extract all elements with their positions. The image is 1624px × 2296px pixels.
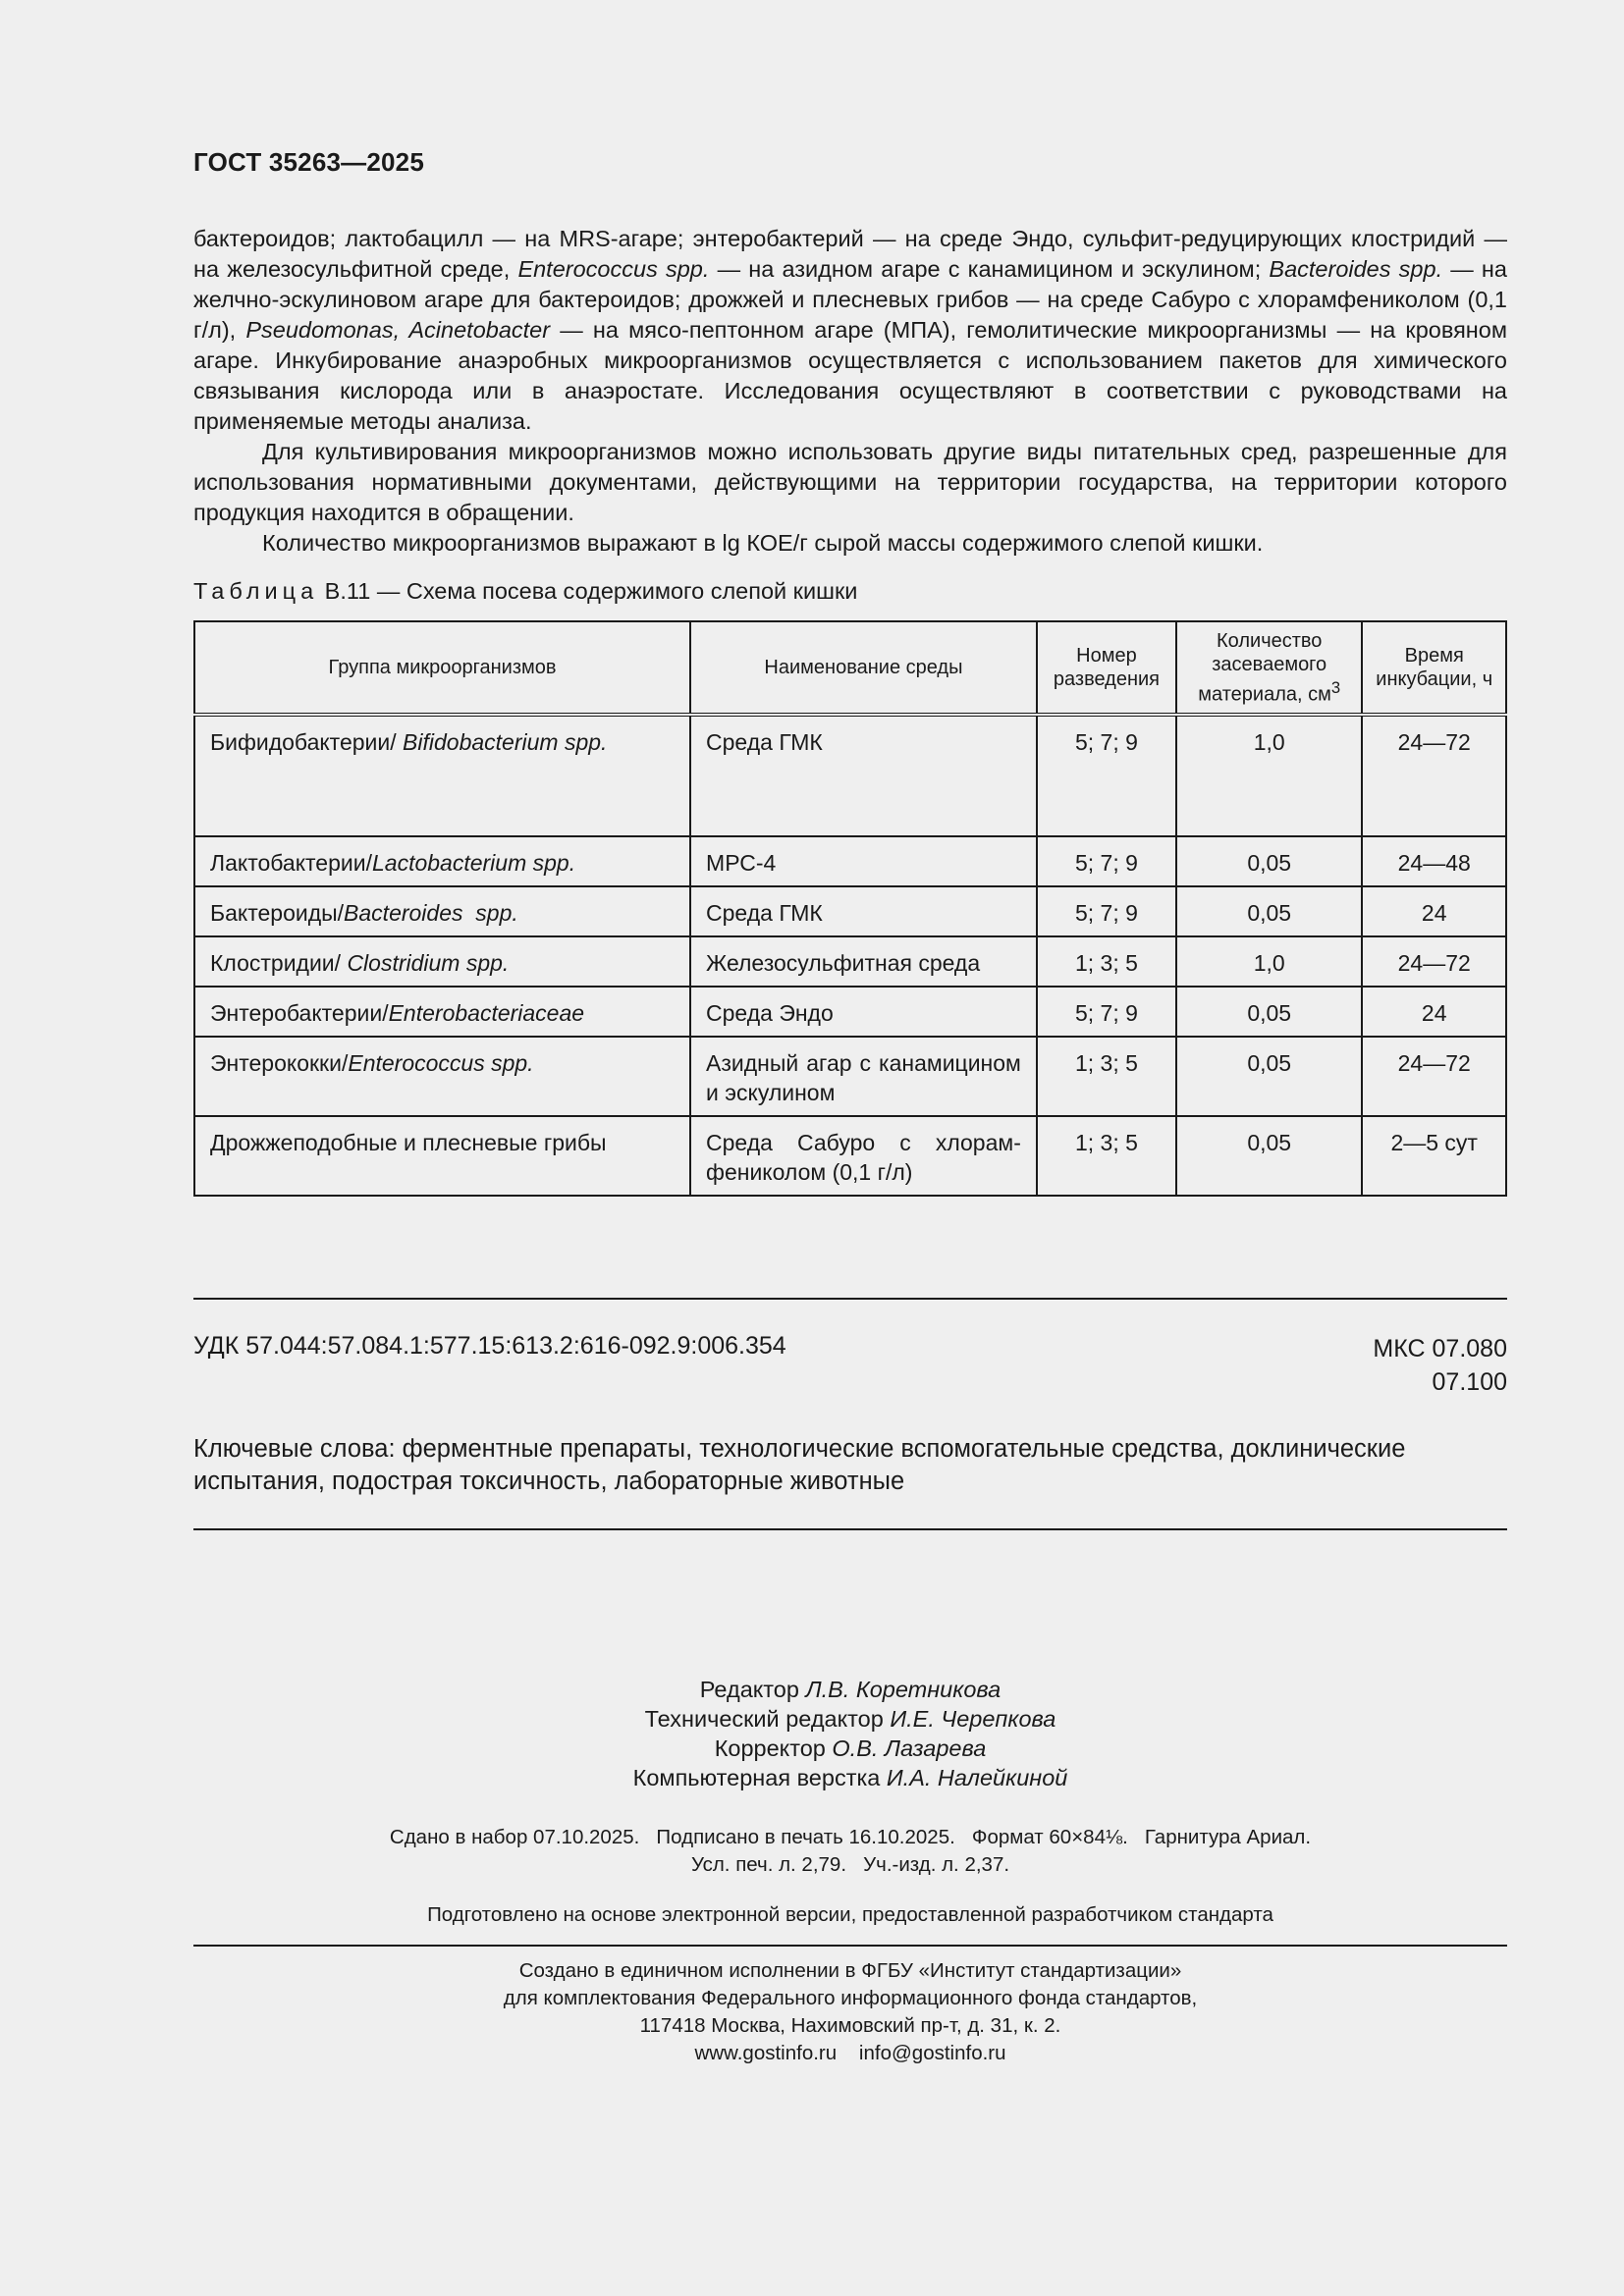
- paragraph-text-run: бактероидов; лактобацилл — на MRS-агаре; энтеробактерий — на среде Эндо, сульфит-редуцирующих клостридий — на железосульфитной среде,: [193, 226, 1507, 282]
- document-id: ГОСТ 35263—2025: [193, 147, 424, 177]
- mks-code-2: 07.100: [1432, 1368, 1507, 1396]
- group-name-latin: Bacteroides spp.: [344, 900, 518, 926]
- cell-group: [194, 715, 690, 836]
- cell-time: 24: [1362, 987, 1506, 1037]
- imprint-line-2: для комплектования Федерального информационного фонда стандартов,: [503, 1987, 1198, 2009]
- group-name-ru: Дрожжеподобные и плесневые грибы: [210, 1130, 607, 1155]
- table-header-row: [194, 621, 1506, 715]
- group-name-latin: Enterobacteriaceae: [388, 1000, 585, 1026]
- table-row: [194, 1116, 1506, 1196]
- imprint-line-4: www.gostinfo.ru info@gostinfo.ru: [694, 2042, 1006, 2064]
- table-row: [194, 836, 1506, 886]
- cell-group: [194, 936, 690, 987]
- credit-name: И.Е. Черепкова: [890, 1706, 1056, 1732]
- paragraph-other-media: Для культивирования микроорганизмов можно использовать другие виды питательных сред, разрешенные для использования нормативными документами, действующими на территории государства, на территории которого продукция находится в обращении.: [193, 439, 1507, 525]
- species-name: Bacteroides spp.: [1269, 256, 1443, 282]
- header-amount-sup: 3: [1330, 677, 1341, 697]
- group-name-ru: Бактероиды/: [210, 900, 345, 926]
- cell-time: 24—48: [1362, 836, 1506, 886]
- cell-medium: Среда Эндо: [690, 987, 1037, 1037]
- credit-line: [193, 1675, 1507, 1704]
- cell-dilution: 1; 3; 5: [1037, 1037, 1176, 1116]
- footer-rule-top: [193, 1298, 1507, 1300]
- cell-amount: 0,05: [1176, 886, 1362, 936]
- imprint: [193, 1957, 1507, 2067]
- mks-code-1: МКС 07.080: [1373, 1335, 1507, 1362]
- cell-amount: 0,05: [1176, 987, 1362, 1037]
- credit-role: Компьютерная верстка: [632, 1765, 887, 1790]
- cell-time: 24—72: [1362, 936, 1506, 987]
- group-name-ru: Бифидобактерии/: [210, 729, 404, 755]
- header-dilution: Номер разведения: [1037, 621, 1176, 715]
- cell-medium: Железосульфитная среда: [690, 936, 1037, 987]
- table-row: [194, 936, 1506, 987]
- cell-medium: МРС-4: [690, 836, 1037, 886]
- cell-medium: Азидный агар с канамицином и эскулином: [690, 1037, 1037, 1116]
- table-caption-text: В.11 — Схема посева содержимого слепой кишки: [318, 578, 858, 604]
- cell-group: [194, 1037, 690, 1116]
- paragraph-text-run: — на мясо-пептонном агаре (МПА), гемолитические микроорганизмы — на кровяном агаре. Инкубирование анаэробных микроорганизмов осуществляется с использованием пакетов для химического связывания кислорода или в анаэростате. Исследования осуществляют в соответствии с руководствами на применяемые методы анализа.: [193, 317, 1507, 434]
- keywords: Ключевые слова: ферментные препараты, технологические вспомогательные средства, доклинические испытания, подострая токсичность, лабораторные животные: [193, 1435, 1406, 1495]
- cell-dilution: 1; 3; 5: [1037, 936, 1176, 987]
- credit-name: Л.В. Коретникова: [805, 1677, 1001, 1702]
- species-name: Pseudomonas, Acinetobacter: [245, 317, 551, 343]
- header-medium: Наименование среды: [690, 621, 1037, 715]
- table-row: [194, 1037, 1506, 1116]
- group-name-ru: Клостридии/: [210, 950, 348, 976]
- credit-role: Технический редактор: [644, 1706, 891, 1732]
- group-name-latin: Lactobacterium spp.: [371, 850, 576, 876]
- mks-codes: [1373, 1332, 1507, 1399]
- cell-amount: 0,05: [1176, 836, 1362, 886]
- credit-line: [193, 1734, 1507, 1763]
- paragraph-text-run: — на азидном агаре с канамицином и эскулином;: [709, 256, 1270, 282]
- group-name-latin: Clostridium spp.: [347, 950, 510, 976]
- prepared-note: Подготовлено на основе электронной версии, предоставленной разработчиком стандарта: [427, 1903, 1273, 1926]
- seeding-scheme-table: [193, 620, 1507, 1197]
- cell-group: [194, 1116, 690, 1196]
- imprint-line-1: Создано в единичном исполнении в ФГБУ «Институт стандартизации»: [518, 1959, 1182, 1982]
- cell-amount: 1,0: [1176, 936, 1362, 987]
- group-name-latin: Bifidobacterium spp.: [403, 729, 608, 755]
- species-name: Enterococcus spp.: [517, 256, 710, 282]
- group-name-ru: Лактобактерии/: [210, 850, 372, 876]
- cell-dilution: 5; 7; 9: [1037, 715, 1176, 836]
- pubinfo-line-2: Усл. печ. л. 2,79. Уч.-изд. л. 2,37.: [690, 1853, 1010, 1876]
- credit-name: О.В. Лазарева: [832, 1735, 987, 1761]
- table-caption: [193, 578, 857, 605]
- table-row: [194, 987, 1506, 1037]
- publication-info: [193, 1824, 1507, 1879]
- header-time: Время инкубации, ч: [1362, 621, 1506, 715]
- cell-dilution: 5; 7; 9: [1037, 836, 1176, 886]
- cell-amount: 1,0: [1176, 715, 1362, 836]
- header-amount: [1176, 621, 1362, 715]
- cell-dilution: 5; 7; 9: [1037, 886, 1176, 936]
- table-row: [194, 886, 1506, 936]
- credit-name: И.А. Налейкиной: [886, 1765, 1068, 1790]
- cell-amount: 0,05: [1176, 1037, 1362, 1116]
- imprint-line-3: 117418 Москва, Нахимовский пр-т, д. 31, к. 2.: [639, 2014, 1061, 2037]
- cell-amount: 0,05: [1176, 1116, 1362, 1196]
- group-name-ru: Энтеробактерии/: [210, 1000, 389, 1026]
- cell-medium: Среда ГМК: [690, 715, 1037, 836]
- credit-role: Корректор: [714, 1735, 833, 1761]
- cell-time: 2—5 сут: [1362, 1116, 1506, 1196]
- cell-time: 24—72: [1362, 715, 1506, 836]
- credit-line: [193, 1704, 1507, 1734]
- pubinfo-line-1: Сдано в набор 07.10.2025. Подписано в печать 16.10.2025. Формат 60×84⅛. Гарнитура Ариал.: [389, 1826, 1312, 1848]
- cell-group: [194, 886, 690, 936]
- credit-line: [193, 1763, 1507, 1792]
- paragraph-text-run: — на желчно-эскулиновом агаре для бактероидов; дрожжей и плесневых грибов — на среде Сабуро с хлорамфениколом (0,1 г/л),: [193, 256, 1507, 343]
- group-name-latin: Enterococcus spp.: [348, 1050, 534, 1076]
- cell-dilution: 1; 3; 5: [1037, 1116, 1176, 1196]
- cell-medium: Среда Сабуро с хлорамфениколом (0,1 г/л): [690, 1116, 1037, 1196]
- group-name-ru: Энтерококки/: [210, 1050, 349, 1076]
- cell-group: [194, 987, 690, 1037]
- udk-code: УДК 57.044:57.084.1:577.15:613.2:616-092.9:006.354: [193, 1332, 786, 1360]
- cell-medium: Среда ГМК: [690, 886, 1037, 936]
- paragraph-units: Количество микроорганизмов выражают в lg КОЕ/г сырой массы содержимого слепой кишки.: [262, 530, 1264, 556]
- editorial-credits: [193, 1675, 1507, 1792]
- cell-group: [194, 836, 690, 886]
- header-group: Группа микроорганизмов: [194, 621, 690, 715]
- imprint-rule: [193, 1945, 1507, 1947]
- credit-role: Редактор: [699, 1677, 806, 1702]
- footer-rule-bottom: [193, 1528, 1507, 1530]
- table-row: [194, 715, 1506, 836]
- table-caption-label: Таблица: [193, 578, 319, 604]
- body-text: [193, 224, 1507, 559]
- cell-dilution: 5; 7; 9: [1037, 987, 1176, 1037]
- paragraph-media-list: [193, 224, 1507, 437]
- cell-time: 24: [1362, 886, 1506, 936]
- cell-time: 24—72: [1362, 1037, 1506, 1116]
- header-amount-text: Количество засеваемого материала, см: [1198, 629, 1331, 706]
